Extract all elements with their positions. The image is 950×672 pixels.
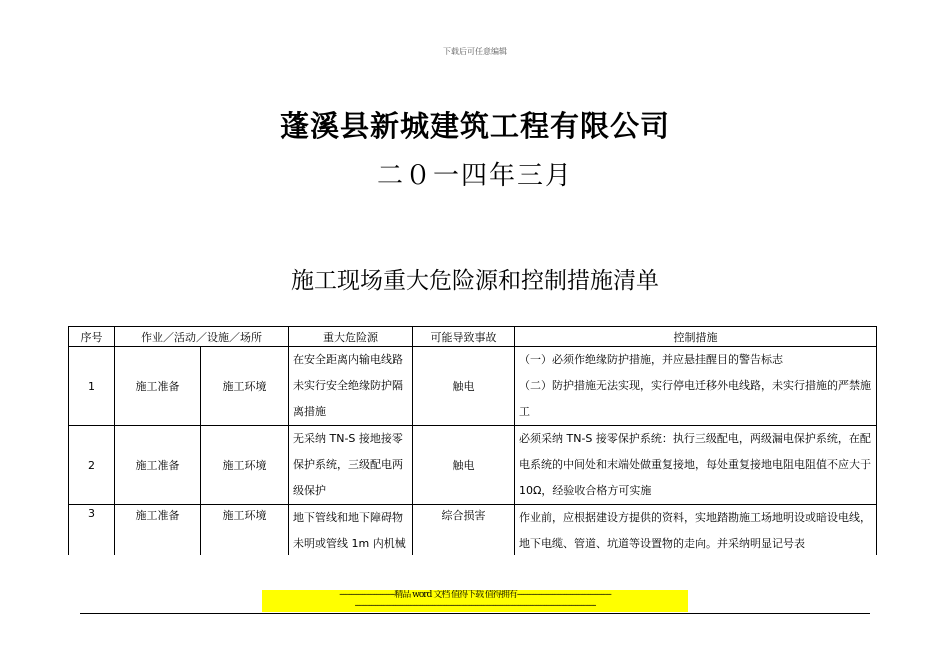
footer-divider [80, 613, 870, 614]
cell-place: 施工环境 [201, 426, 289, 505]
header-no: 序号 [69, 327, 115, 347]
cell-hazard: 地下管线和地下障碍物未明或管线 1m 内机械 [289, 505, 413, 558]
company-name: 蓬溪县新城建筑工程有限公司 [279, 109, 670, 143]
table-row [69, 505, 877, 558]
header-control: 控制措施 [515, 327, 877, 347]
cell-hazard: 无采纳 TN-S 接地接零保护系统，三级配电两级保护 [289, 426, 413, 505]
table-header-row [69, 327, 877, 347]
table-row [69, 347, 877, 426]
cell-no: 1 [69, 347, 115, 426]
footer-banner [262, 590, 688, 612]
footer-banner-line-2: ---------------------------------------------------------------------------------------------------------------------- [354, 601, 596, 611]
cell-control: 作业前，应根据建设方提供的资料，实地踏勘施工场地明设或暗设电线，地下电缆、管道、坑道等设置物的走向。并采纳明显记号表 [515, 505, 877, 558]
hazard-table [68, 326, 877, 558]
table-row [69, 426, 877, 505]
cell-no: 2 [69, 426, 115, 505]
cell-activity: 施工准备 [115, 426, 201, 505]
cell-activity: 施工准备 [115, 347, 201, 426]
cell-control: 必须采纳 TN-S 接零保护系统：执行三级配电，两级漏电保护系统，在配电系统的中间处和末端处做重复接地，每处重复接地电阻电阻值不应大于 10Ω，经验收合格方可实施 [515, 426, 877, 505]
header-hazard: 重大危险源 [289, 327, 413, 347]
cell-place: 施工环境 [201, 505, 289, 558]
header-activity: 作业／活动／设施／场所 [115, 327, 289, 347]
cell-accident: 触电 [413, 347, 515, 426]
header-note: 下载后可任意编辑 [443, 47, 507, 56]
cell-control: （一）必须作绝缘防护措施，并应悬挂醒目的警告标志 （二）防护措施无法实现，实行停电迁移外电线路，未实行措施的严禁施工 [515, 347, 877, 426]
cell-place: 施工环境 [201, 347, 289, 426]
cell-accident: 综合损害 [413, 505, 515, 558]
footer-banner-line-1: ---------------------------精品 word 文档 值得下载 值得拥有---------------------------------------------- [339, 590, 611, 600]
cell-hazard: 在安全距离内输电线路未实行安全绝缘防护隔离措施 [289, 347, 413, 426]
cell-accident: 触电 [413, 426, 515, 505]
cell-activity: 施工准备 [115, 505, 201, 558]
document-title: 施工现场重大危险源和控制措施清单 [291, 268, 659, 294]
document-date: 二０一四年三月 [376, 161, 573, 191]
header-accident: 可能导致事故 [413, 327, 515, 347]
cell-no: 3 [69, 505, 115, 558]
